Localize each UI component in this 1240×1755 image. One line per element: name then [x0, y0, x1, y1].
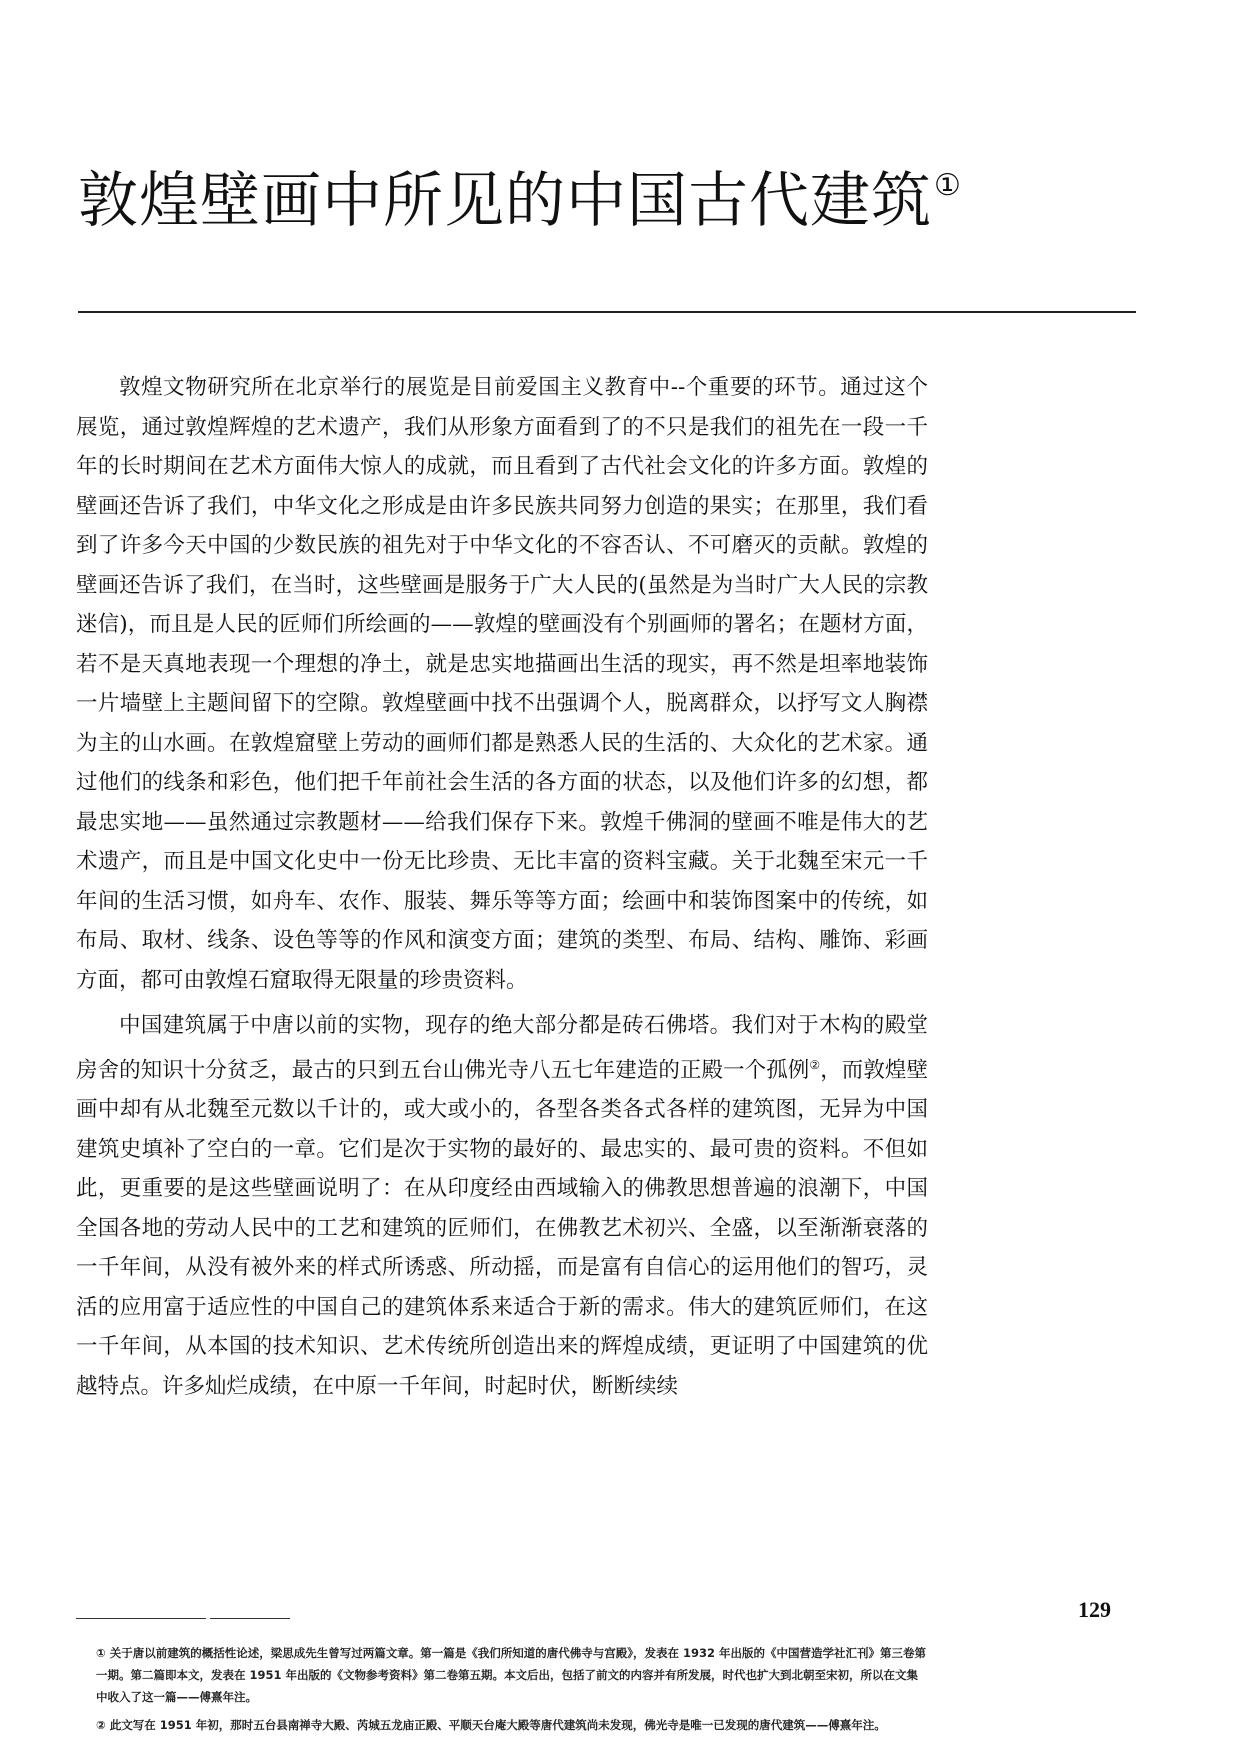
paragraph-2-text-a: 中国建筑属于中唐以前的实物，现存的绝大部分都是砖石佛塔。我们对于木构的殿堂房舍的知识十分贫乏，最古的只到五台山佛光寺八五七年建造的正殿一个孤例 [76, 1013, 928, 1083]
paragraph-2-text-b: ，而敦煌壁画中却有从北魏至元数以千计的，或大或小的，各型各类各式各样的建筑图，无异为中国建筑史填补了空白的一章。它们是次于实物的最好的、最忠实的、最可贵的资料。不但如此，更重要的是这些壁画说明了：在从印度经由西域输入的佛教思想普遍的浪潮下，中国全国各地的劳动人民中的工艺和建筑的匠师们，在佛教艺术初兴、全盛，以至渐渐衰落的一千年间，从没有被外来的样式所诱惑、所动摇，而是富有自信心的运用他们的智巧，灵活的应用富于适应性的中国自己的建筑体系来适合于新的需求。伟大的建筑匠师们，在这一千年间，从本国的技术知识、艺术传统所创造出来的辉煌成绩，更证明了中国建筑的优越特点。许多灿烂成绩，在中原一千年间，时起时伏，断断续续 [76, 1057, 928, 1399]
title-divider [78, 311, 1136, 313]
footnote-divider [76, 1618, 206, 1619]
footnotes [96, 1642, 928, 1742]
footnote-ref-2: ② [809, 1057, 821, 1072]
paragraph-2 [76, 1006, 928, 1406]
page-number: 129 [1078, 1597, 1111, 1622]
article-body [76, 368, 928, 1406]
title-footnote-mark: ① [934, 168, 962, 203]
page-title [78, 165, 962, 237]
footnote-2: ② 此文写在 1951 年初，那时五台县南禅寺大殿、芮城五龙庙正殿、平顺天台庵大殿等唐代建筑尚未发现，佛光寺是唯一已发现的唐代建筑——傅熹年注。 [96, 1718, 886, 1732]
footnote-divider-segment [210, 1618, 290, 1619]
title-text: 敦煌壁画中所见的中国古代建筑 [78, 166, 932, 236]
paragraph-1: 敦煌文物研究所在北京举行的展览是目前爱国主义教育中--个重要的环节。通过这个展览，通过敦煌辉煌的艺术遗产，我们从形象方面看到了的不只是我们的祖先在一段一千年的长时期间在艺术方面伟大惊人的成就，而且看到了古代社会文化的许多方面。敦煌的壁画还告诉了我们，中华文化之形成是由许多民族共同努力创造的果实；在那里，我们看到了许多今天中国的少数民族的祖先对于中华文化的不容否认、不可磨灭的贡献。敦煌的壁画还告诉了我们，在当时，这些壁画是服务于广大人民的(虽然是为当时广大人民的宗教迷信)，而且是人民的匠师们所绘画的——敦煌的壁画没有个别画师的署名；在题材方面，若不是天真地表现一个理想的净土，就是忠实地描画出生活的现实，再不然是坦率地装饰一片墙壁上主题间留下的空隙。敦煌壁画中找不出强调个人，脱离群众，以抒写文人胸襟为主的山水画。在敦煌窟壁上劳动的画师们都是熟悉人民的生活的、大众化的艺术家。通过他们的线条和彩色，他们把千年前社会生活的各方面的状态，以及他们许多的幻想，都最忠实地——虽然通过宗教题材——给我们保存下来。敦煌千佛洞的壁画不唯是伟大的艺术遗产，而且是中国文化史中一份无比珍贵、无比丰富的资料宝藏。关于北魏至宋元一千年间的生活习惯，如舟车、农作、服装、舞乐等等方面；绘画中和装饰图案中的传统，如布局、取材、线条、设色等等的作风和演变方面；建筑的类型、布局、结构、雕饰、彩画方面，都可由敦煌石窟取得无限量的珍贵资料。 [76, 375, 928, 993]
footnote-1: ① 关于唐以前建筑的概括性论述，梁思成先生曾写过两篇文章。第一篇是《我们所知道的唐代佛寺与宫殿》，发表在 1932 年出版的《中国营造学社汇刊》第三卷第一期。第二篇即本文，发表在 1951 年出版的《文物参考资料》第二卷第五期。本文后出，包括了前文的内容并有所发展，时代也扩大到北朝至宋初，所以在文集中收入了这一篇——傅熹年注。 [96, 1646, 926, 1704]
